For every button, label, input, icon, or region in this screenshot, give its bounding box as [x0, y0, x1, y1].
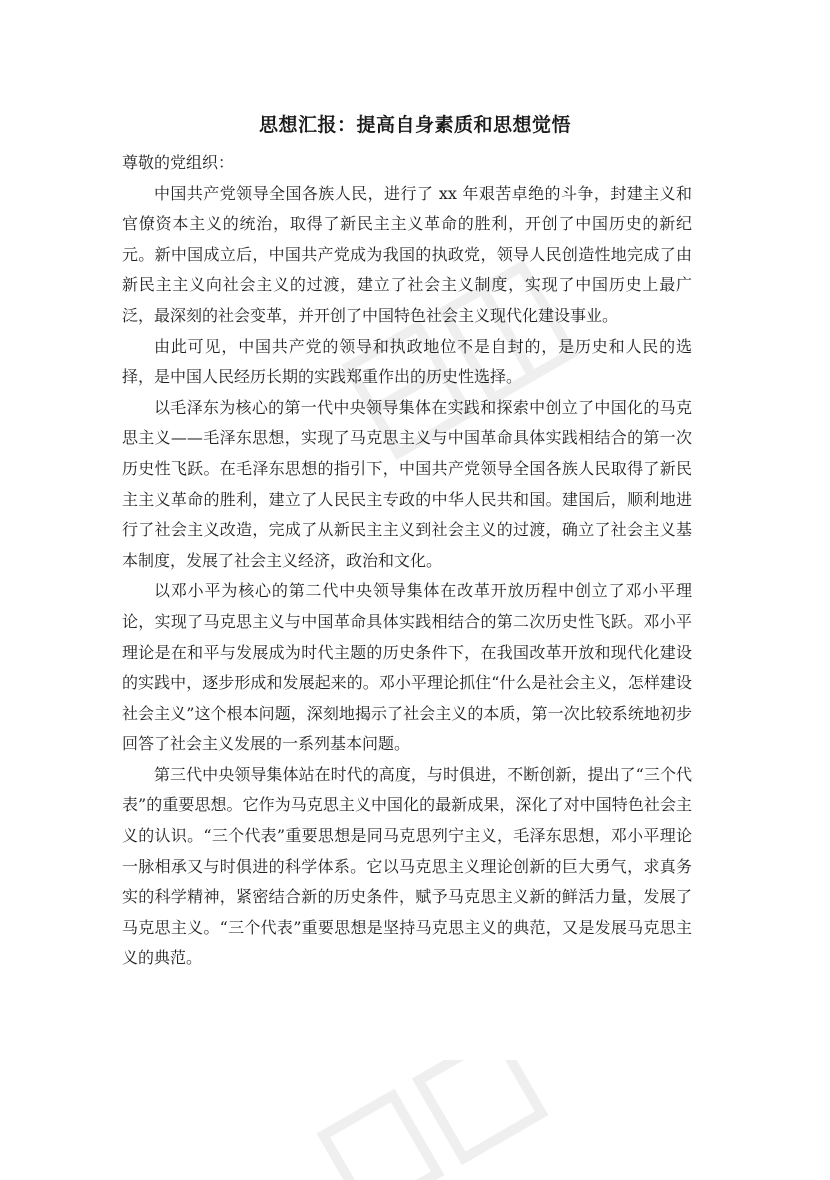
paragraph: 中国共产党领导全国各族人民，进行了 xx 年艰苦卓绝的斗争，封建主义和官僚资本主义的统治，取得了新民主主义革命的胜利，开创了中国历史的新纪元。新中国成立后，中国共产党成为我国的执政党，领导人民创造性地完成了由新民主主义向社会主义的过渡，建立了社会主义制度，实现了中国历史上最广泛，最深刻的社会变革，并开创了中国特色社会主义现代化建设事业。: [122, 183, 692, 325]
paragraph: 由此可见，中国共产党的领导和执政地位不是自封的，是历史和人民的选择，是中国人民经历长期的实践郑重作出的历史性选择。: [122, 336, 692, 387]
paragraph: 以毛泽东为核心的第一代中央领导集体在实践和探索中创立了中国化的马克思主义——毛泽东思想，实现了马克思主义与中国革命具体实践相结合的第一次历史性飞跃。在毛泽东思想的指引下，中国共产党领导全国各族人民取得了新民主主义革命的胜利，建立了人民民主专政的中华人民共和国。建国后，顺利地进行了社会主义改造，完成了从新民主主义到社会主义的过渡，确立了社会主义基本制度，发展了社会主义经济，政治和文化。: [122, 397, 692, 570]
document-title: 思想汇报：提高自身素质和思想觉悟: [258, 114, 571, 136]
paragraph: 以邓小平为核心的第二代中央领导集体在改革开放历程中创立了邓小平理论，实现了马克思主义与中国革命具体实践相结合的第二次历史性飞跃。邓小平理论是在和平与发展成为时代主题的历史条件下，在我国改革开放和现代化建设的实践中，逐步形成和发展起来的。邓小平理论抓住“什么是社会主义，怎样建设社会主义”这个根本问题，深刻地揭示了社会主义的本质，第一次比较系统地初步回答了社会主义发展的一系列基本问题。: [122, 581, 692, 754]
salutation: 尊敬的党组织：: [122, 153, 235, 172]
paragraph: 第三代中央领导集体站在时代的高度，与时俱进，不断创新，提出了“三个代表”的重要思想。它作为马克思主义中国化的最新成果，深化了对中国特色社会主义的认识。“三个代表”重要思想是同马克思列宁主义，毛泽东思想，邓小平理论一脉相承又与时俱进的科学体系。它以马克思主义理论创新的巨大勇气，求真务实的科学精神，紧密结合新的历史条件，赋予马克思主义新的鲜活力量，发展了马克思主义。“三个代表”重要思想是坚持马克思主义的典范，又是发展马克思主义的典范。: [122, 764, 692, 968]
document-body: [122, 148, 692, 974]
watermark-logo-icon: [300, 1060, 560, 1180]
